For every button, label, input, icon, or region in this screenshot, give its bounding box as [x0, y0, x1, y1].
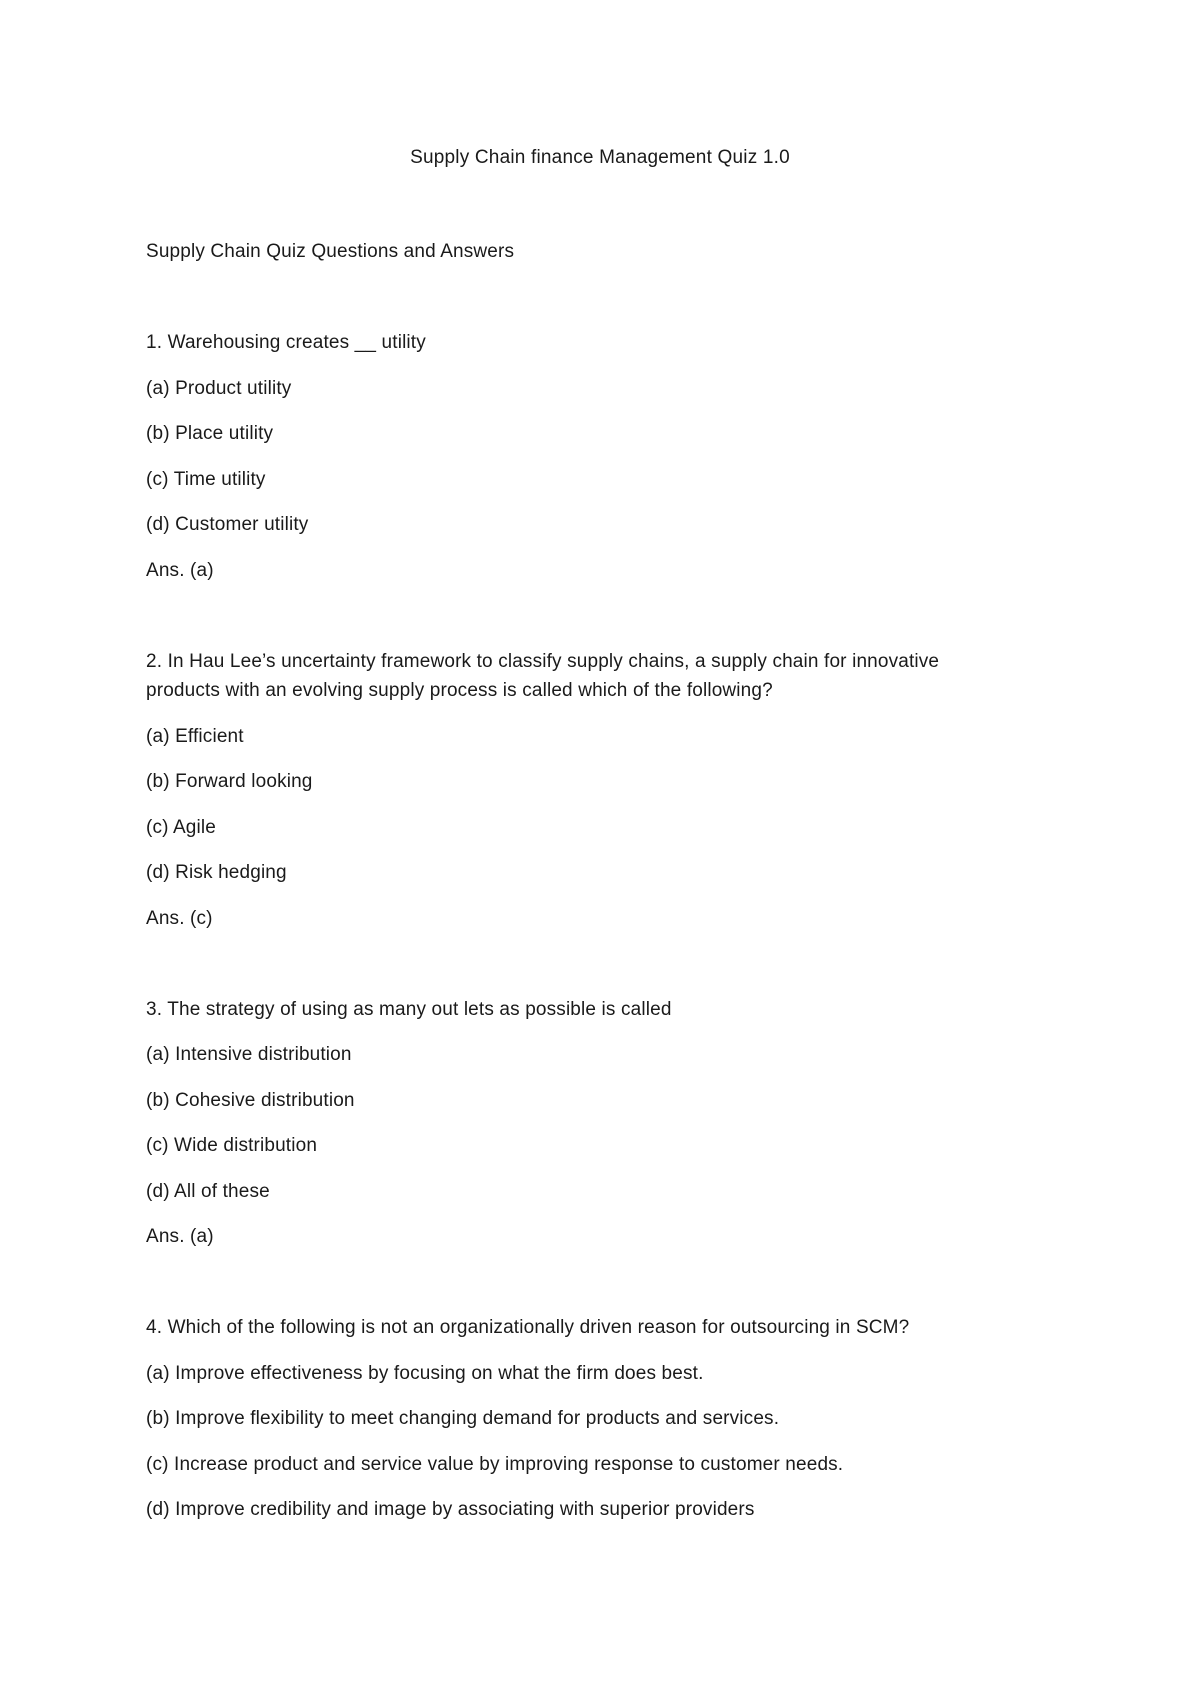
question-3-option-b: (b) Cohesive distribution [146, 1090, 355, 1111]
question-2-option-b: (b) Forward looking [146, 771, 313, 792]
question-3-answer: Ans. (a) [146, 1226, 214, 1247]
question-4-text: 4. Which of the following is not an organizationally driven reason for outsourcing in SCM? [146, 1317, 910, 1338]
document-title: Supply Chain finance Management Quiz 1.0 [410, 147, 790, 168]
question-2-answer: Ans. (c) [146, 908, 213, 929]
question-2-text-line-2: products with an evolving supply process is called which of the following? [146, 680, 773, 701]
question-1-answer: Ans. (a) [146, 560, 214, 581]
question-1-option-a: (a) Product utility [146, 378, 292, 399]
question-2-option-d: (d) Risk hedging [146, 862, 287, 883]
question-2-option-c: (c) Agile [146, 817, 216, 838]
question-1-option-c: (c) Time utility [146, 469, 266, 490]
question-1-option-d: (d) Customer utility [146, 514, 309, 535]
question-1-text: 1. Warehousing creates __ utility [146, 332, 426, 353]
question-4-option-b: (b) Improve flexibility to meet changing demand for products and services. [146, 1408, 780, 1429]
document-subtitle: Supply Chain Quiz Questions and Answers [146, 241, 515, 262]
question-3-option-a: (a) Intensive distribution [146, 1044, 352, 1065]
question-4-option-c: (c) Increase product and service value by improving response to customer needs. [146, 1454, 844, 1475]
question-4-option-a: (a) Improve effectiveness by focusing on what the firm does best. [146, 1363, 704, 1384]
question-3-text: 3. The strategy of using as many out lets as possible is called [146, 999, 672, 1020]
question-2-text-line-1: 2. In Hau Lee’s uncertainty framework to classify supply chains, a supply chain for innovative [146, 651, 940, 672]
question-4-option-d: (d) Improve credibility and image by associating with superior providers [146, 1499, 755, 1520]
question-3-option-d: (d) All of these [146, 1181, 270, 1202]
question-1-option-b: (b) Place utility [146, 423, 274, 444]
question-3-option-c: (c) Wide distribution [146, 1135, 318, 1156]
question-2-option-a: (a) Efficient [146, 726, 244, 747]
